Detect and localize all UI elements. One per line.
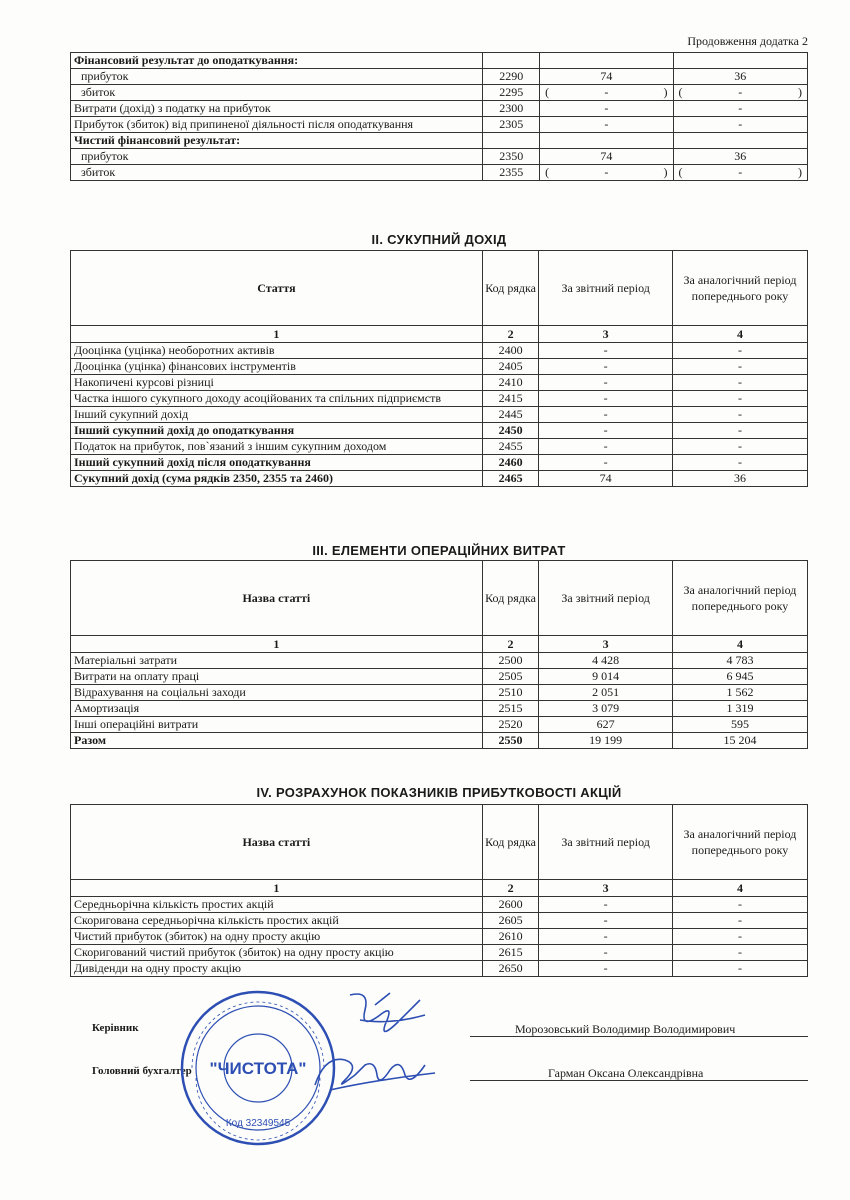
accountant-name: Гарман Оксана Олександрівна [548,1066,704,1080]
column-number: 4 [672,636,807,653]
row-code: 2610 [482,929,539,945]
row-value-previous: - [672,913,807,929]
column-number: 3 [539,326,673,343]
column-number: 1 [71,326,483,343]
row-label: Витрати на оплату праці [71,669,483,685]
row-code: 2450 [482,423,539,439]
row-label: Інші операційні витрати [71,717,483,733]
row-value-previous: 1 319 [672,701,807,717]
row-value-current: 74 [540,69,673,85]
column-header: Код рядка [482,251,539,326]
stamp-code-text: Код 32349545 [225,1118,291,1129]
column-number: 2 [482,326,539,343]
table-row [71,913,808,929]
row-label: прибуток [71,69,483,85]
row-code: 2415 [482,391,539,407]
row-code: 2650 [482,961,539,977]
row-value-current: 74 [540,149,673,165]
column-number: 3 [539,636,673,653]
row-code: 2355 [483,165,540,181]
table-row [71,101,808,117]
row-code: 2400 [482,343,539,359]
table-row [71,375,808,391]
row-value-current: 627 [539,717,673,733]
row-value-current: 9 014 [539,669,673,685]
row-value-current: 19 199 [539,733,673,749]
row-value-current: - [539,945,673,961]
table-row [71,945,808,961]
row-value-current: - [539,423,673,439]
row-code: 2460 [482,455,539,471]
head-signature [330,985,440,1045]
table-row [71,423,808,439]
table-row [71,455,808,471]
row-code: 2600 [482,897,539,913]
accountant-label: Головний бухгалтер [92,1065,192,1077]
row-value-current: - [540,117,673,133]
row-value-previous [673,53,807,69]
table-row [71,717,808,733]
table-row [71,149,808,165]
row-code: 2405 [482,359,539,375]
table-row [71,471,808,487]
row-value-previous: 36 [672,471,807,487]
row-label: Разом [71,733,483,749]
row-code: 2350 [483,149,540,165]
row-value-previous: 6 945 [672,669,807,685]
row-value-current: - [539,439,673,455]
row-label: Дооцінка (уцінка) фінансових інструментів [71,359,483,375]
section-3-title: III. ЕЛЕМЕНТИ ОПЕРАЦІЙНИХ ВИТРАТ [312,543,566,558]
row-value-current: - [539,897,673,913]
share-profitability-table [70,804,808,977]
table-row [71,929,808,945]
operating-expenses-table [70,560,808,749]
column-number: 3 [539,880,673,897]
row-value-current: - [539,407,673,423]
row-label: збиток [71,85,483,101]
table-row [71,439,808,455]
column-header: Код рядка [482,805,539,880]
row-value: ( - ) [540,165,673,181]
column-number: 1 [71,880,483,897]
table-row [71,359,808,375]
row-label: Податок на прибуток, пов`язаний з іншим сукупним доходом [71,439,483,455]
row-value-current: - [539,455,673,471]
row-value-previous: - [672,423,807,439]
column-number: 4 [672,880,807,897]
row-value-previous [673,133,807,149]
row-value-previous: - [672,929,807,945]
table-row [71,343,808,359]
row-value-current: - [539,391,673,407]
row-code: 2510 [482,685,539,701]
column-header: За звітний період [539,251,673,326]
row-value: ( - ) [673,85,807,101]
row-value-previous: - [672,359,807,375]
row-code [483,53,540,69]
table-row [71,897,808,913]
row-label: Витрати (дохід) з податку на прибуток [71,101,483,117]
row-value-current: - [539,961,673,977]
row-value-current: - [539,929,673,945]
column-header: Назва статті [71,805,483,880]
row-label: Дооцінка (уцінка) необоротних активів [71,343,483,359]
row-value: ( - ) [673,165,807,181]
table-row [71,391,808,407]
column-header: За аналогічний період попереднього року [672,251,807,326]
head-label: Керівник [92,1022,139,1034]
row-label: Інший сукупний дохід [71,407,483,423]
column-header: Стаття [71,251,483,326]
row-value-previous: 36 [673,149,807,165]
table-row [71,133,808,149]
table-row [71,961,808,977]
row-label: Інший сукупний дохід до оподаткування [71,423,483,439]
row-value-previous: - [672,407,807,423]
row-value-previous: 1 562 [672,685,807,701]
row-value-previous: - [672,945,807,961]
row-label: Відрахування на соціальні заходи [71,685,483,701]
row-label: Частка іншого сукупного доходу асоційованих та спільних підприємств [71,391,483,407]
accountant-signature [305,1045,445,1100]
row-label: прибуток [71,149,483,165]
column-header: За звітний період [539,805,673,880]
row-value-previous: - [673,101,807,117]
table-row [71,701,808,717]
row-value-current: 2 051 [539,685,673,701]
head-name: Морозовський Володимир Володимирович [515,1022,736,1036]
row-code: 2445 [482,407,539,423]
row-value-previous: - [673,117,807,133]
row-code: 2615 [482,945,539,961]
table-row [71,117,808,133]
row-code: 2520 [482,717,539,733]
row-value-current: - [540,101,673,117]
row-value-previous: 15 204 [672,733,807,749]
row-label: Матеріальні затрати [71,653,483,669]
row-value-previous: - [672,343,807,359]
row-value: ( - ) [540,85,673,101]
column-header: Код рядка [482,561,539,636]
row-value-current: - [539,375,673,391]
continuation-note: Продовження додатка 2 [687,34,808,48]
table-row [71,69,808,85]
row-code: 2605 [482,913,539,929]
table-row [71,407,808,423]
row-value-current [540,53,673,69]
row-code: 2410 [482,375,539,391]
row-value-current [540,133,673,149]
column-header: За аналогічний період попереднього року [672,561,807,636]
row-code: 2305 [483,117,540,133]
table-row [71,53,808,69]
row-label: Сукупний дохід (сума рядків 2350, 2355 та 2460) [71,471,483,487]
row-value-previous: - [672,375,807,391]
stamp-center-text: "ЧИСТОТА" [209,1059,307,1078]
row-code: 2550 [482,733,539,749]
column-header: Назва статті [71,561,483,636]
table-row [71,653,808,669]
column-number: 1 [71,636,483,653]
table-row [71,685,808,701]
row-value-current: 4 428 [539,653,673,669]
row-code: 2465 [482,471,539,487]
row-code: 2295 [483,85,540,101]
row-value-current: - [539,359,673,375]
column-number: 2 [482,636,539,653]
row-label: Інший сукупний дохід після оподаткування [71,455,483,471]
column-number: 2 [482,880,539,897]
row-label: Чистий фінансовий результат: [71,133,483,149]
column-number: 4 [672,326,807,343]
row-code: 2290 [483,69,540,85]
row-label: Фінансовий результат до оподаткування: [71,53,483,69]
row-code: 2300 [483,101,540,117]
table-row [71,733,808,749]
row-value-previous: - [672,455,807,471]
row-label: Прибуток (збиток) від припиненої діяльності після оподаткування [71,117,483,133]
row-value-current: - [539,343,673,359]
row-label: збиток [71,165,483,181]
row-code: 2505 [482,669,539,685]
section-4-title: IV. РОЗРАХУНОК ПОКАЗНИКІВ ПРИБУТКОВОСТІ АКЦІЙ [256,785,622,800]
row-label: Чистий прибуток (збиток) на одну просту акцію [71,929,483,945]
row-code: 2500 [482,653,539,669]
row-value-current: 3 079 [539,701,673,717]
column-header: За звітний період [539,561,673,636]
row-label: Скоригований чистий прибуток (збиток) на одну просту акцію [71,945,483,961]
row-value-previous: 36 [673,69,807,85]
row-code: 2515 [482,701,539,717]
row-value-previous: 4 783 [672,653,807,669]
section-2-title: II. СУКУПНИЙ ДОХІД [371,232,507,247]
row-value-previous: - [672,439,807,455]
column-header: За аналогічний період попереднього року [672,805,807,880]
comprehensive-income-table [70,250,808,487]
row-label: Накопичені курсові різниці [71,375,483,391]
table-row [71,669,808,685]
financial-result-table [70,52,808,181]
row-value-previous: - [672,961,807,977]
row-value-previous: - [672,897,807,913]
row-value-previous: - [672,391,807,407]
table-row [71,85,808,101]
row-label: Амортизація [71,701,483,717]
row-value-previous: 595 [672,717,807,733]
row-label: Середньорічна кількість простих акцій [71,897,483,913]
row-label: Дивіденди на одну просту акцію [71,961,483,977]
table-row [71,165,808,181]
row-value-current: - [539,913,673,929]
row-code [483,133,540,149]
row-value-current: 74 [539,471,673,487]
row-label: Скоригована середньорічна кількість простих акцій [71,913,483,929]
row-code: 2455 [482,439,539,455]
